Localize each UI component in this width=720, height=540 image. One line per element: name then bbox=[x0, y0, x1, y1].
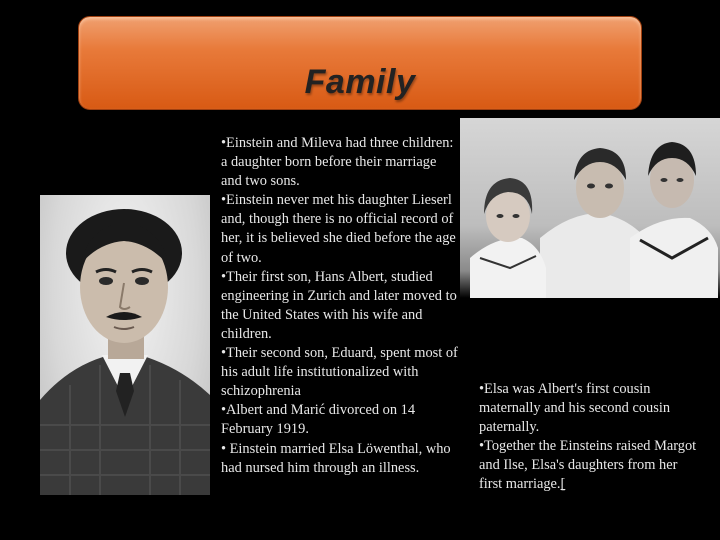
bullet-divorce: •Albert and Marić divorced on 14 February 1919. bbox=[221, 402, 416, 438]
bullet-stepdaughters bbox=[479, 437, 699, 494]
side-text-block bbox=[479, 380, 699, 495]
footnote-link[interactable]: [ bbox=[560, 476, 566, 493]
bullet-children: •Einstein and Mileva had three children: a daughter born before their marriage and two sons. bbox=[221, 135, 454, 190]
bullet-elsa-marriage: • Einstein married Elsa Löwenthal, who had nursed him through an illness. bbox=[221, 440, 451, 476]
main-text-block bbox=[221, 134, 459, 478]
family-photo bbox=[460, 118, 720, 298]
bullet-lieserl: •Einstein never met his daughter Lieserl and, though there is no official record of her, it is believed she died before the age of two. bbox=[221, 192, 456, 266]
einstein-portrait bbox=[40, 195, 210, 495]
bullet-hans-albert: •Their first son, Hans Albert, studied engineering in Zurich and later moved to the United States with his wife and children. bbox=[221, 268, 457, 342]
slide-title: Family bbox=[304, 63, 416, 101]
portrait-drawing bbox=[40, 195, 210, 495]
bullet-eduard: •Their second son, Eduard, spent most of his adult life institutionalized with schizophrenia bbox=[221, 345, 458, 400]
title-banner bbox=[78, 16, 642, 110]
stepdaughters-text: •Together the Einsteins raised Margot and Ilse, Elsa's daughters from her first marriage. bbox=[479, 438, 697, 493]
family-photo-drawing bbox=[460, 118, 720, 298]
bullet-elsa-cousin: •Elsa was Albert's first cousin maternally and his second cousin paternally. bbox=[479, 381, 671, 436]
